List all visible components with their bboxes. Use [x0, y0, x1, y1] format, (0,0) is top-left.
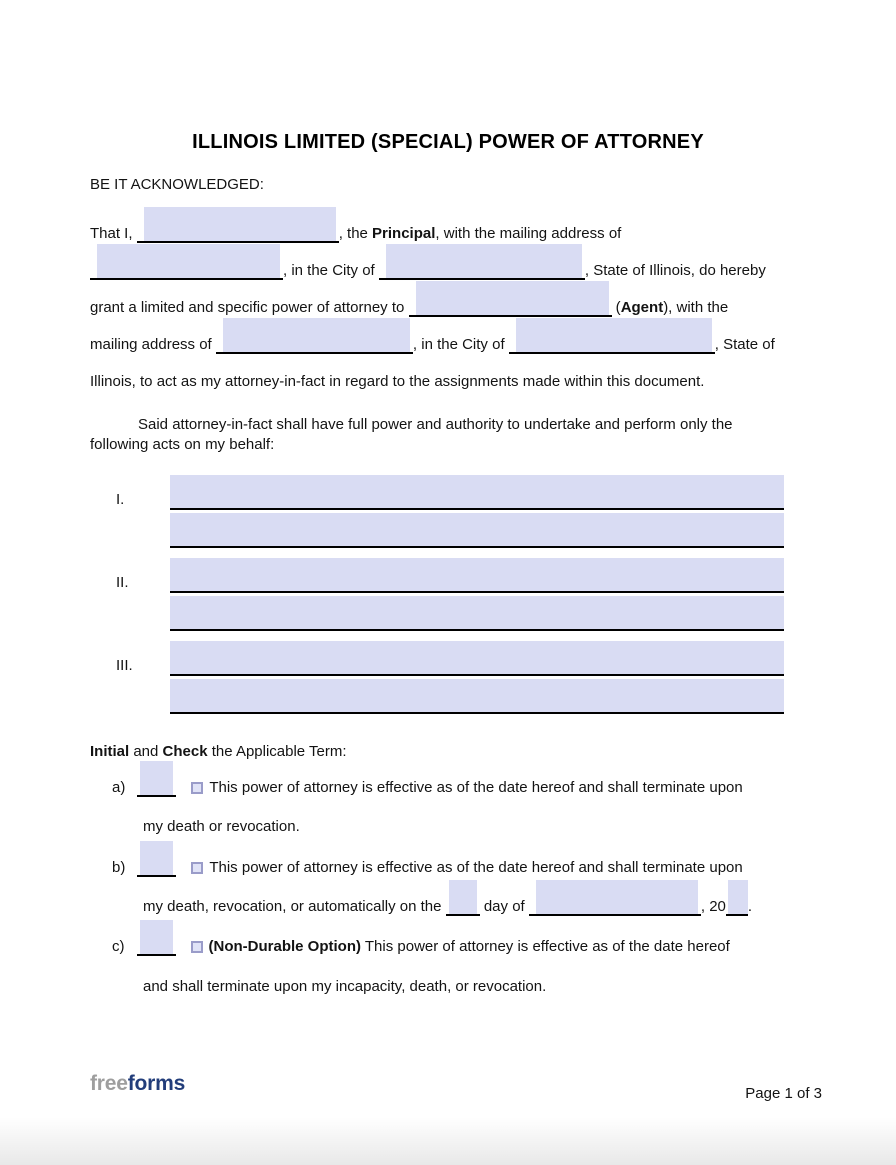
- p1-line-1-text-b: , the: [338, 225, 373, 242]
- assignment-1-field-line-2[interactable]: [170, 513, 784, 548]
- p1-line-3-text-b: (: [611, 299, 621, 316]
- assignment-3-numeral: III.: [116, 657, 133, 674]
- page-title: ILLINOIS LIMITED (SPECIAL) POWER OF ATTORNEY: [192, 131, 704, 153]
- freeforms-logo-forms: forms: [127, 1072, 186, 1095]
- term-b-checkbox[interactable]: [191, 862, 203, 874]
- p1-line-4-text-a: mailing address of: [90, 336, 216, 353]
- freeforms-logo: [90, 1072, 185, 1096]
- term-b-initials-field[interactable]: [137, 875, 176, 877]
- p1-line-3-text-c: ), with the: [663, 299, 729, 316]
- p1-line-5: Illinois, to act as my attorney-in-fact in regard to the assignments made within this document.: [90, 373, 705, 390]
- be-it-acknowledged-label: BE IT ACKNOWLEDGED:: [90, 176, 264, 193]
- agent-name-field[interactable]: [409, 315, 612, 317]
- p1-line-2-text-b: , State of Illinois, do hereby: [584, 262, 766, 279]
- assignment-1: [116, 475, 784, 548]
- term-b-label: b): [112, 859, 126, 876]
- term-c-text-1: This power of attorney is effective as of the date hereof: [360, 938, 730, 955]
- page-bottom-shadow: [0, 1117, 896, 1165]
- terms-heading-and: and: [129, 743, 163, 760]
- principal-address-field[interactable]: [90, 278, 283, 280]
- term-a-row: [112, 779, 743, 797]
- assignment-3: [116, 641, 784, 714]
- assignment-3-field-line-2[interactable]: [170, 679, 784, 714]
- term-b-text-2b: day of: [479, 898, 529, 915]
- agent-city-field[interactable]: [509, 352, 715, 354]
- principal-name-field[interactable]: [137, 241, 339, 243]
- p1-line-3: [90, 299, 728, 317]
- assignment-2-field-line-2[interactable]: [170, 596, 784, 631]
- p1-line-3-text-a: grant a limited and specific power of attorney to: [90, 299, 409, 316]
- page-number: Page 1 of 3: [745, 1085, 822, 1102]
- term-b-text-2d: .: [747, 898, 753, 915]
- terms-heading-rest: the Applicable Term:: [207, 743, 347, 760]
- principal-city-field[interactable]: [379, 278, 585, 280]
- assignment-1-numeral: I.: [116, 491, 125, 508]
- p1-line-4-text-c: , State of: [714, 336, 775, 353]
- term-c-label: c): [112, 938, 125, 955]
- p1-line-4-text-b: , in the City of: [412, 336, 509, 353]
- terms-heading-initial: Initial: [90, 743, 130, 760]
- assignment-3-field-line-1[interactable]: [170, 641, 784, 676]
- term-c-checkbox[interactable]: [191, 941, 203, 953]
- agent-term: Agent: [620, 299, 664, 316]
- assignment-2-numeral: II.: [116, 574, 129, 591]
- term-a-text-1: This power of attorney is effective as of the date hereof and shall terminate upon: [209, 779, 743, 796]
- assignment-2-field-line-1[interactable]: [170, 558, 784, 593]
- term-a-initials-field[interactable]: [137, 795, 176, 797]
- principal-term: Principal: [372, 225, 436, 242]
- agent-address-field[interactable]: [216, 352, 413, 354]
- term-c-non-durable-option: (Non-Durable Option): [208, 938, 361, 955]
- p1-line-1-text-a: That I,: [90, 225, 137, 242]
- p1-line-2: [90, 262, 766, 280]
- terms-heading-check: Check: [162, 743, 208, 760]
- assignment-2: [116, 558, 784, 631]
- p1-line-4: [90, 336, 775, 354]
- freeforms-logo-free: free: [90, 1072, 128, 1095]
- term-c-initials-field[interactable]: [137, 954, 176, 956]
- term-a-checkbox[interactable]: [191, 782, 203, 794]
- term-b-row: [112, 859, 743, 877]
- term-b-text-1: This power of attorney is effective as of the date hereof and shall terminate upon: [209, 859, 743, 876]
- term-a-text-2: my death or revocation.: [143, 818, 300, 835]
- term-b-row-2: [143, 898, 752, 916]
- p1-line-2-text-a: , in the City of: [283, 262, 379, 279]
- term-b-text-2c: , 20: [700, 898, 726, 915]
- p1-line-1: [90, 225, 621, 243]
- term-b-day-field[interactable]: [446, 914, 480, 916]
- term-c-row: [112, 938, 730, 956]
- term-b-month-field[interactable]: [529, 914, 701, 916]
- term-c-text-2: and shall terminate upon my incapacity, death, or revocation.: [143, 978, 547, 995]
- term-b-text-2a: my death, revocation, or automatically on the: [143, 898, 446, 915]
- p2-line-1: Said attorney-in-fact shall have full power and authority to undertake and perform only the: [138, 416, 733, 433]
- terms-heading: [90, 743, 347, 761]
- term-a-label: a): [112, 779, 126, 796]
- p2-line-2: following acts on my behalf:: [90, 436, 275, 453]
- term-b-year-field[interactable]: [726, 914, 748, 916]
- p1-line-1-text-c: , with the mailing address of: [435, 225, 622, 242]
- assignment-1-field-line-1[interactable]: [170, 475, 784, 510]
